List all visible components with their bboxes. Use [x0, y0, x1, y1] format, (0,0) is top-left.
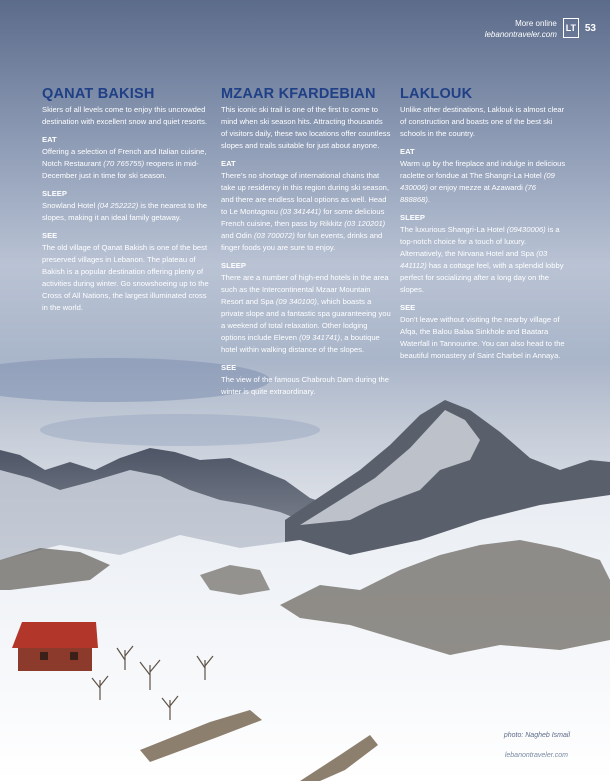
sleep-label: SLEEP	[42, 189, 67, 198]
phone-number: (03 120201)	[344, 219, 386, 228]
sleep-label: SLEEP	[400, 213, 425, 222]
section-title: QANAT BAKISH	[42, 86, 155, 102]
more-online	[485, 18, 557, 40]
sleep-text: There are a number of high-end hotels in the area such as the Intercontinental Mzaar Mountain Resort and Spa (09 340100), which boasts a private slope and a fantastic spa guaranteeing you a weekend of total relaxation. Other lodging options include Eleven (09 341741), a boutique hotel within walking distance of the slopes.	[221, 273, 391, 354]
phone-number: (70 765755)	[103, 159, 145, 168]
cloud	[40, 414, 320, 446]
column-mzaar-kfardebian	[221, 88, 391, 398]
eat-text: Offering a selection of French and Italian cuisine, Notch Restaurant (70 765755) reopens in mid-December just in time for ski season.	[42, 147, 207, 180]
column-qanat-bakish	[42, 88, 214, 314]
page-number: 53	[584, 23, 596, 34]
see-label: SEE	[42, 231, 58, 240]
eat-text: Warm up by the fireplace and indulge in delicious raclette or fondue at The Shangri-La Hotel (09 430006) or enjoy mezze at Azawardi (76 888868).	[400, 159, 566, 204]
column-laklouk	[400, 88, 568, 362]
eat-text: There’s no shortage of international chains that take up residency in this region during ski season, and there are endless local options as well. Head to Le Montagnou (03 341441) for some delicious French cuisine, then pass by Rikkitz (03 120201) and Odin (03 700072) for fun events, drinks and finger foods you are sure to enjoy.	[221, 171, 390, 252]
intro-text: This iconic ski trail is one of the first to come to mind when ski season hits. Attracting thousands of visitors daily, these two locations offer countless slopes and trails suitable for just about anyone.	[221, 105, 391, 150]
phone-number: (03 700072)	[253, 231, 295, 240]
cabin-window	[70, 652, 78, 660]
see-text: Don’t leave without visiting the nearby village of Afqa, the Balou Balaa Sinkhole and Baatara Waterfall in Tannourine. You can also head to the beautiful monastery of Saint Charbel in Annaya.	[400, 315, 565, 360]
phone-number: (76 888868)	[400, 183, 536, 204]
phone-number: (03 441112)	[400, 249, 548, 270]
see-label: SEE	[221, 363, 237, 372]
footer-url[interactable]: lebanontraveler.com	[504, 752, 568, 759]
phone-number: (04 252222)	[97, 201, 139, 210]
see-label: SEE	[400, 303, 416, 312]
cabin-roof	[12, 622, 98, 648]
sleep-label: SLEEP	[221, 261, 246, 270]
cabin-window	[40, 652, 48, 660]
phone-number: (09 430006)	[400, 171, 555, 192]
phone-number: (03 341441)	[280, 207, 322, 216]
phone-number: (09 340100)	[275, 297, 317, 306]
photo-credit: photo: Nagheb Ismail	[503, 732, 570, 739]
intro-text: Unlike other destinations, Laklouk is almost clear of construction and boasts one of the best ski schools in the country.	[400, 105, 565, 138]
section-title: LAKLOUK	[400, 86, 473, 102]
eat-label: EAT	[221, 159, 236, 168]
section-title: MZAAR KFARDEBIAN	[221, 86, 376, 102]
see-text: The view of the famous Chabrouh Dam during the winter is quite extraordinary.	[221, 375, 389, 396]
phone-number: (09 341741)	[299, 333, 341, 342]
see-text: The old village of Qanat Bakish is one of the best preserved villages in Lebanon. The plateau of Bakish is a popular destination offering plenty of activities during winter. Go snowshoeing up to the Cross of All Nations, the largest illuminated cross in the world.	[42, 243, 209, 312]
sleep-text: Snowland Hotel (04 252222) is the nearest to the slopes, making it an ideal family getaway.	[42, 201, 208, 222]
intro-text: Skiers of all levels come to enjoy this uncrowded destination with excellent snow and quiet resorts.	[42, 105, 208, 126]
more-online-label: More online	[515, 19, 557, 28]
phone-number: (09430006)	[506, 225, 546, 234]
page-header	[485, 18, 596, 40]
more-online-url[interactable]: lebanontraveler.com	[484, 30, 557, 39]
lt-logo-icon: LT	[563, 18, 579, 38]
eat-label: EAT	[42, 135, 57, 144]
cabin-wall	[18, 645, 92, 671]
sleep-text: The luxurious Shangri-La Hotel (09430006) is a top-notch choice for a touch of luxury. Alternatively, the Nirvana Hotel and Spa (03 441112) has a cottage feel, with a splendid lobby perfect for socializing after a long day on the slopes.	[400, 225, 564, 294]
eat-label: EAT	[400, 147, 415, 156]
